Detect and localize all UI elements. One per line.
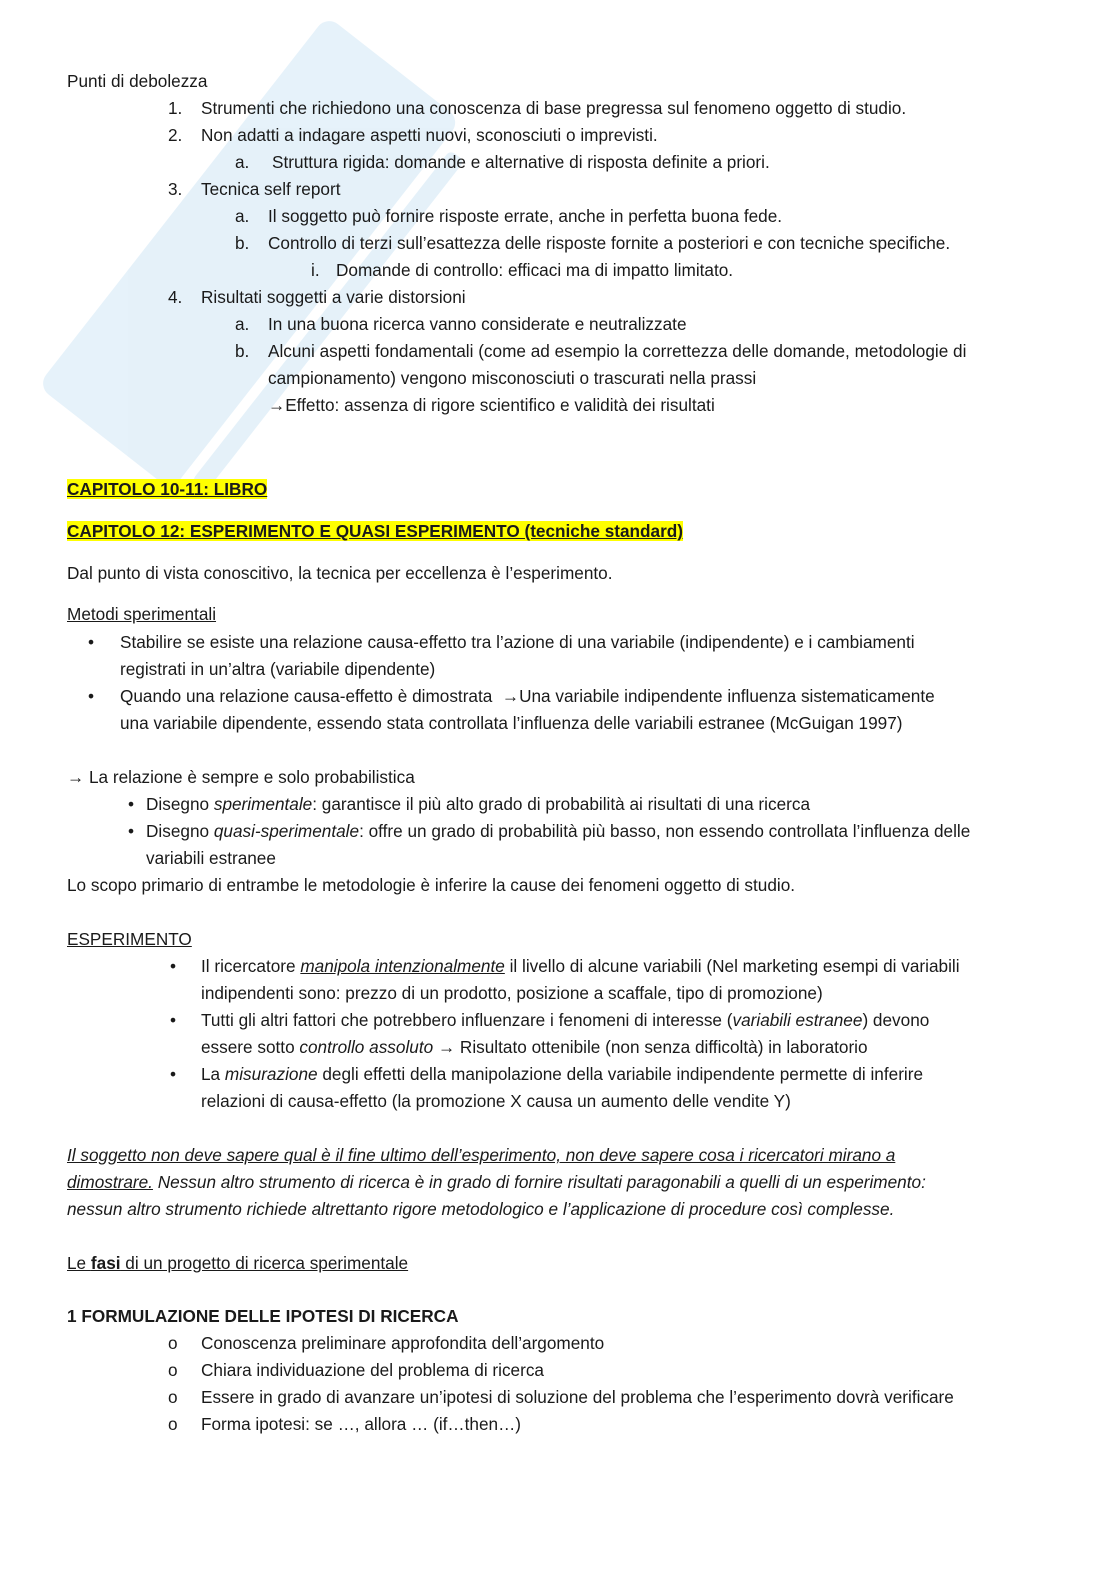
arrow-icon: → — [67, 767, 85, 787]
item-emphasis: variabili estranee — [732, 1010, 863, 1030]
item-text: Tutti gli altri fattori che potrebbero influenzare i fenomeni di interesse ( — [201, 1010, 733, 1030]
effect-line — [268, 394, 715, 416]
chapter-12-heading: CAPITOLO 12: ESPERIMENTO E QUASI ESPERIMENTO (tecniche standard) — [67, 521, 684, 541]
goal-paragraph: Lo scopo primario di entrambe le metodologie è inferire la cause dei fenomeni oggetto di studio. — [67, 875, 796, 895]
bullet-icon: • — [88, 632, 95, 652]
chapter-heading — [67, 478, 267, 500]
note-line: nessun altro strumento richiede altrettanto rigore metodologico e l’applicazione di procedure così complesse. — [67, 1199, 895, 1219]
sub-list-item: Il soggetto può fornire risposte errate, anche in perfetta buona fede. — [268, 206, 783, 226]
note-underlined: dimostrare. — [67, 1172, 153, 1192]
bullet-item-continued: una variabile dipendente, essendo stata controllata l’influenza delle variabili estranee (McGuigan 1997) — [120, 713, 903, 733]
effect-text: Effetto: assenza di rigore scientifico e validità dei risultati — [285, 395, 715, 415]
experiment-item — [201, 955, 960, 977]
bullet-item — [120, 685, 935, 707]
list-number: 4. — [168, 287, 183, 307]
design-text: : garantisce il più alto grado di probabilità ai risultati di una ricerca — [312, 794, 810, 814]
bullet-icon: o — [168, 1414, 178, 1434]
experiment-item-continued: relazioni di causa-effetto (la promozione X causa un aumento delle vendite Y) — [201, 1091, 791, 1111]
sub-list-marker: a. — [235, 206, 250, 226]
step-item: Essere in grado di avanzare un’ipotesi di soluzione del problema che l’esperimento dovrà verificare — [201, 1387, 954, 1407]
sub-list-marker: a. — [235, 152, 250, 172]
item-text: Risultato ottenibile (non senza difficoltà) in laboratorio — [459, 1037, 868, 1057]
chapter-10-11-heading: CAPITOLO 10-11: LIBRO — [67, 479, 268, 499]
bullet-icon: o — [168, 1333, 178, 1353]
step-item: Forma ipotesi: se …, allora … (if…then…) — [201, 1414, 521, 1434]
sub-list-item: Struttura rigida: domande e alternative di risposta definite a priori. — [272, 152, 770, 172]
design-text: : offre un grado di probabilità più basso, non essendo controllata l’influenza delle — [359, 821, 971, 841]
bullet-icon: • — [170, 1010, 177, 1030]
arrow-icon: → — [437, 1037, 456, 1057]
item-text: essere sotto — [201, 1037, 300, 1057]
note-line — [67, 1171, 926, 1193]
bullet-icon: o — [168, 1360, 178, 1380]
sub-list-item: In una buona ricerca vanno considerate e neutralizzate — [268, 314, 687, 334]
experiment-title: ESPERIMENTO — [67, 929, 192, 949]
probabilistic-line — [67, 766, 415, 788]
item-text: La — [201, 1064, 225, 1084]
design-item — [146, 793, 810, 815]
list-number: 3. — [168, 179, 183, 199]
bullet-icon: • — [128, 794, 135, 814]
item-emphasis: manipola intenzionalmente — [300, 956, 505, 976]
item-emphasis: controllo assoluto — [299, 1037, 434, 1057]
probabilistic-text: La relazione è sempre e solo probabilistica — [88, 767, 415, 787]
sub-list-marker: b. — [235, 233, 250, 253]
sub-list-item-continued: campionamento) vengono misconosciuti o trascurati nella prassi — [268, 368, 757, 388]
bullet-item: Stabilire se esiste una relazione causa-effetto tra l’azione di una variabile (indipendente) e i cambiamenti — [120, 632, 915, 652]
sub-list-marker: a. — [235, 314, 250, 334]
phases-bold: fasi — [90, 1253, 121, 1273]
list-item: Non adatti a indagare aspetti nuovi, sconosciuti o imprevisti. — [201, 125, 658, 145]
methods-title: Metodi sperimentali — [67, 604, 217, 624]
list-item: Risultati soggetti a varie distorsioni — [201, 287, 466, 307]
item-text: il livello di alcune variabili (Nel marketing esempi di variabili — [504, 956, 960, 976]
experiment-item — [201, 1063, 923, 1085]
bullet-icon: • — [88, 686, 95, 706]
item-text: ) devono — [862, 1010, 930, 1030]
bullet-text: Quando una relazione causa-effetto è dimostrata — [120, 686, 493, 706]
design-item-continued: variabili estranee — [146, 848, 276, 868]
design-emphasis: quasi-sperimentale — [213, 821, 360, 841]
item-text: Il ricercatore — [201, 956, 301, 976]
weaknesses-title: Punti di debolezza — [67, 71, 208, 91]
chapter-heading — [67, 520, 683, 542]
bullet-icon: o — [168, 1387, 178, 1407]
step-item: Conoscenza preliminare approfondita dell’argomento — [201, 1333, 605, 1353]
item-emphasis: misurazione — [224, 1064, 318, 1084]
note-line: Il soggetto non deve sapere qual è il fine ultimo dell’esperimento, non deve sapere cosa i ricercatori mirano a — [67, 1145, 896, 1165]
list-item: Tecnica self report — [201, 179, 341, 199]
phases-title — [67, 1252, 408, 1274]
sub-list-item: Alcuni aspetti fondamentali (come ad esempio la correttezza delle domande, metodologie di — [268, 341, 967, 361]
bullet-icon: • — [170, 956, 177, 976]
design-emphasis: sperimentale — [213, 794, 313, 814]
design-text: Disegno — [146, 821, 214, 841]
bullet-icon: • — [170, 1064, 177, 1084]
phases-text: Le — [67, 1253, 91, 1273]
sub-list-item: Controllo di terzi sull’esattezza delle risposte fornite a posteriori e con tecniche specifiche. — [268, 233, 951, 253]
bullet-item-continued: registrati in un’altra (variabile dipendente) — [120, 659, 436, 679]
experiment-item-continued: indipendenti sono: prezzo di un prodotto, posizione a scaffale, tipo di promozione) — [201, 983, 823, 1003]
experiment-item-continued — [201, 1036, 868, 1058]
phases-text: di un progetto di ricerca sperimentale — [120, 1253, 409, 1273]
list-number: 1. — [168, 98, 183, 118]
intro-paragraph: Dal punto di vista conoscitivo, la tecnica per eccellenza è l’esperimento. — [67, 563, 613, 583]
design-text: Disegno — [146, 794, 214, 814]
note-text: Nessun altro strumento di ricerca è in grado di fornire risultati paragonabili a quelli di un esperimento: — [152, 1172, 926, 1192]
step-item: Chiara individuazione del problema di ricerca — [201, 1360, 544, 1380]
item-text: degli effetti della manipolazione della variabile indipendente permette di inferire — [317, 1064, 924, 1084]
experiment-item — [201, 1009, 929, 1031]
bullet-icon: • — [128, 821, 135, 841]
arrow-icon: → — [501, 686, 520, 706]
sub-list-marker: b. — [235, 341, 250, 361]
design-item — [146, 820, 970, 842]
sub-sub-list-marker: i. — [311, 260, 320, 280]
arrow-icon: → — [268, 395, 286, 415]
sub-sub-list-item: Domande di controllo: efficaci ma di impatto limitato. — [336, 260, 734, 280]
list-number: 2. — [168, 125, 183, 145]
step1-title: 1 FORMULAZIONE DELLE IPOTESI DI RICERCA — [67, 1306, 459, 1326]
bullet-text: Una variabile indipendente influenza sistematicamente — [519, 686, 935, 706]
list-item: Strumenti che richiedono una conoscenza di base pregressa sul fenomeno oggetto di studio. — [201, 98, 907, 118]
